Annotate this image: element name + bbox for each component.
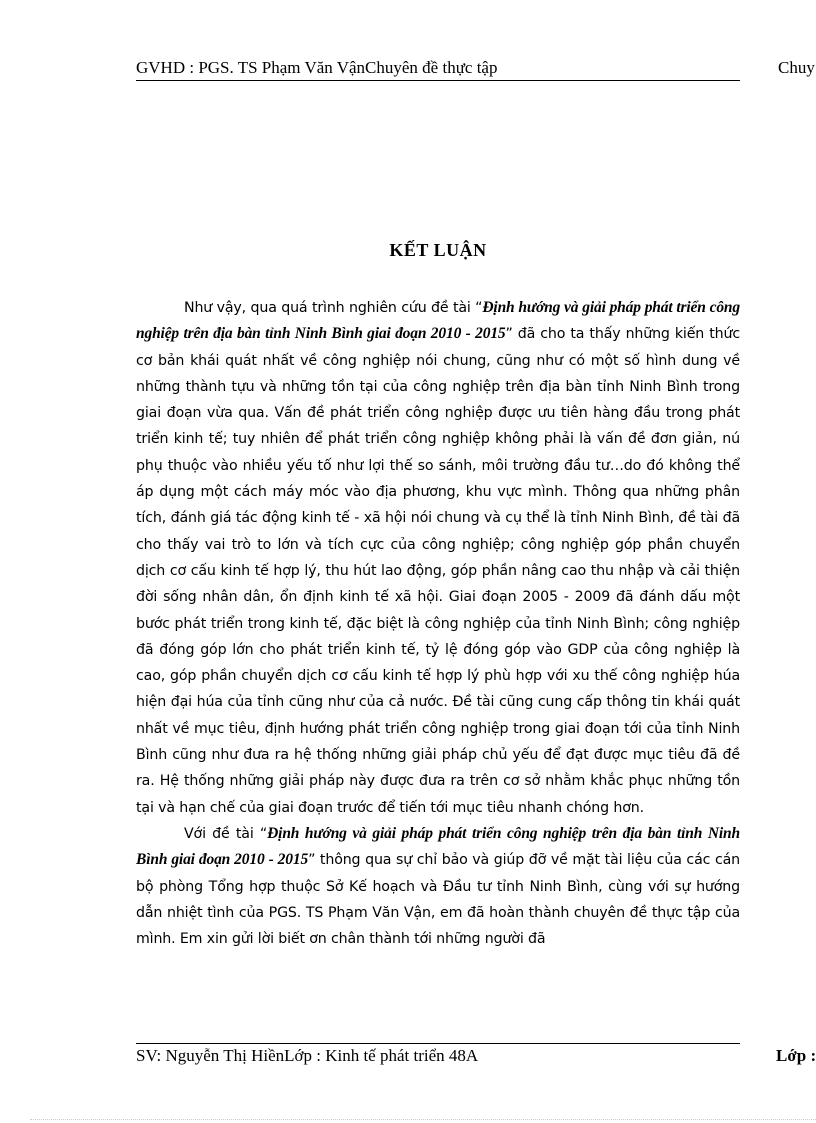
page-footer <box>136 1046 816 1070</box>
header-right-text: Chuy <box>778 58 815 77</box>
header-left-text: GVHD : PGS. TS Phạm Văn VậnChuyên đề thực tập <box>136 58 498 77</box>
footer-left-text: SV: Nguyễn Thị HiềnLớp : Kinh tế phát triển 48A <box>136 1046 479 1065</box>
paragraph-2 <box>136 821 740 952</box>
paragraph-2-topic-title: Định hướng và giải pháp phát triển công nghiệp trên địa bàn tỉnh Ninh Bình giai đoạn 2010 - 2015 <box>136 824 740 869</box>
body-text <box>136 295 740 952</box>
paragraph-1 <box>136 295 740 821</box>
paragraph-2-body: ” thông qua sự chỉ bảo và giúp đỡ về mặt tài liệu của các cán bộ phòng Tổng hợp thuộc Sở Kế hoạch và Đầu tư tỉnh Ninh Bình, cùng với sự hướng dẫn nhiệt tình của PGS. TS Phạm Văn Vận, em đã hoàn thành chuyên đề thực tập của mình. Em xin gửi lời biết ơn chân thành tới những người đã <box>136 852 740 948</box>
footer-right-text: Lớp : <box>776 1046 816 1065</box>
page-header <box>136 58 816 82</box>
paragraph-2-intro: Với đề tài “ <box>184 825 268 842</box>
page-bottom-border <box>30 1119 816 1120</box>
paragraph-1-topic-title: Định hướng và giải pháp phát triển công nghiệp trên địa bàn tỉnh Ninh Bình giai đoạn 2010 - 2015 <box>136 299 740 343</box>
paragraph-1-intro: Như vậy, qua quá trình nghiên cứu đề tài “ <box>184 300 483 316</box>
paragraph-1-body: ” đã cho ta thấy những kiến thức cơ bản khái quát nhất về công nghiệp nói chung, cũng như có một số hình dung về những thành tựu và những tồn tại của công nghiệp trên địa bàn tỉnh Ninh Bình trong giai đoạn vừa qua. Vấn đề phát triển công nghiệp được ưu tiên hàng đầu trong phát triển kinh tế; tuy nhiên để phát triển công nghiệp không phải là vấn đề đơn giản, nú phụ thuộc vào nhiều yếu tố như lợi thế so sánh, môi trường đầu tư…do đó không thể áp dụng một cách máy móc vào địa phương, khu vực mình. Thông qua những phân tích, đánh giá tác động kinh tế - xã hội nói chung và cụ thể là tỉnh Ninh Bình, đề tài đã cho thấy vai trò to lớn và tích cực của công nghiệp; công nghiệp góp phần chuyển dịch cơ cấu kinh tế hợp lý, thu hút lao động, góp phần nâng cao thu nhập và cải thiện đời sống nhân dân, ổn định kinh tế xã hội. Giai đoạn 2005 - 2009 đã đánh dấu một bước phát triển trong kinh tế, đặc biệt là công nghiệp của tỉnh Ninh Bình; công nghiệp đã đóng góp lớn cho phát triển kinh tế, tỷ lệ đóng góp vào GDP của công nghiệp là cao, góp phần chuyển dịch cơ cấu kinh tế hợp lý phù hợp với xu thế công nghiệp húa hiện đại húa của tỉnh cũng như của cả nước. Đề tài cũng cung cấp thông tin khái quát nhất về mục tiêu, định hướng phát triển công nghiệp trong giai đoạn tới của tỉnh Ninh Bình cũng như đưa ra hệ thống những giải pháp chủ yếu để đạt được mục tiêu đã đề ra. Hệ thống những giải pháp này được đưa ra trên cơ sở nhằm khắc phục những tồn tại và hạn chế của giai đoạn trước để tiến tới mục tiêu nhanh chóng hơn. <box>136 326 740 816</box>
page-title: KẾT LUẬN <box>389 240 487 260</box>
header-rule <box>136 80 740 81</box>
footer-rule <box>136 1043 740 1044</box>
